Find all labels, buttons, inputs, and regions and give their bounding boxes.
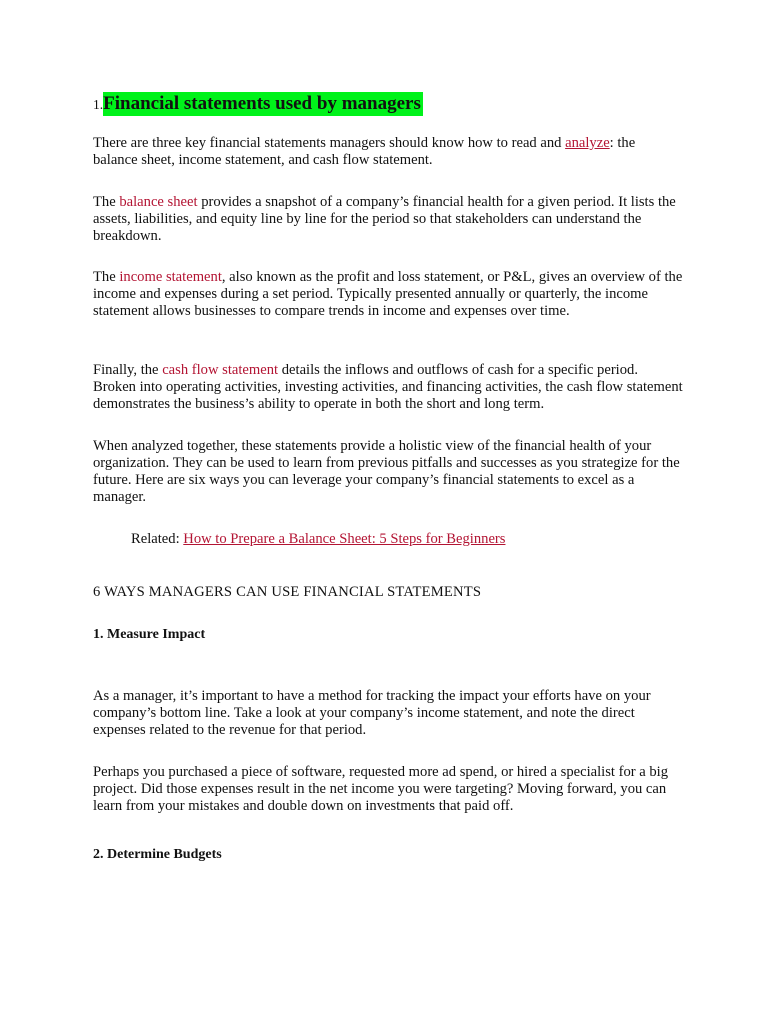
intro-text-before: There are three key financial statements managers should know how to read and: [93, 135, 566, 151]
related-line: [131, 531, 505, 548]
cash-flow-before: Finally, the: [93, 362, 163, 378]
section2-heading: 2. Determine Budgets: [93, 847, 222, 862]
cash-flow-paragraph: [93, 362, 683, 413]
balance-sheet-after: provides a snapshot of a company’s financial health for a given period. It lists the assets, liabilities, and equity line by line for the period so that stakeholders can understand the breakdown.: [93, 194, 676, 244]
cash-flow-term[interactable]: cash flow statement: [162, 362, 279, 378]
intro-text-after: : the balance sheet, income statement, and cash flow statement.: [93, 135, 636, 168]
title-text-highlighted: Financial statements used by managers: [103, 93, 421, 114]
income-statement-paragraph: [93, 269, 683, 320]
balance-sheet-before: The: [93, 194, 120, 210]
section1-heading: 1. Measure Impact: [93, 627, 206, 642]
section1-paragraph-2: Perhaps you purchased a piece of software, requested more ad spend, or hired a specialist for a big project. Did those expenses result in the net income you were targeting? Moving forward, you can learn from your mistakes and double down on investments that paid off.: [93, 764, 669, 814]
related-link[interactable]: How to Prepare a Balance Sheet: 5 Steps for Beginners: [183, 531, 506, 547]
income-statement-term[interactable]: income statement: [119, 269, 222, 285]
income-statement-before: The: [93, 269, 120, 285]
title-number: 1.: [93, 97, 104, 112]
balance-sheet-paragraph: [93, 194, 683, 245]
document-title: [93, 92, 423, 116]
analyze-link[interactable]: analyze: [565, 135, 610, 151]
together-paragraph: When analyzed together, these statements provide a holistic view of the financial health of your organization. They can be used to learn from previous pitfalls and successes as you strategize for the future. Here are six ways you can leverage your company’s financial statements to excel as a manager.: [93, 438, 680, 505]
intro-paragraph: [93, 135, 683, 169]
ways-heading: 6 WAYS MANAGERS CAN USE FINANCIAL STATEMENTS: [93, 584, 482, 600]
income-statement-after: , also known as the profit and loss statement, or P&L, gives an overview of the income and expenses during a set period. Typically presented annually or quarterly, the income statement allows businesses to compare trends in income and expenses over time.: [93, 269, 683, 319]
section1-paragraph-1: As a manager, it’s important to have a method for tracking the impact your efforts have on your company’s bottom line. Take a look at your company’s income statement, and note the direct expenses related to the revenue for that period.: [93, 688, 651, 738]
related-label: Related:: [131, 531, 184, 547]
balance-sheet-term[interactable]: balance sheet: [119, 194, 198, 210]
cash-flow-after: details the inflows and outflows of cash for a specific period. Broken into operating activities, investing activities, and financing activities, the cash flow statement demonstrates the business’s ability to operate in both the short and long term.: [93, 362, 683, 412]
